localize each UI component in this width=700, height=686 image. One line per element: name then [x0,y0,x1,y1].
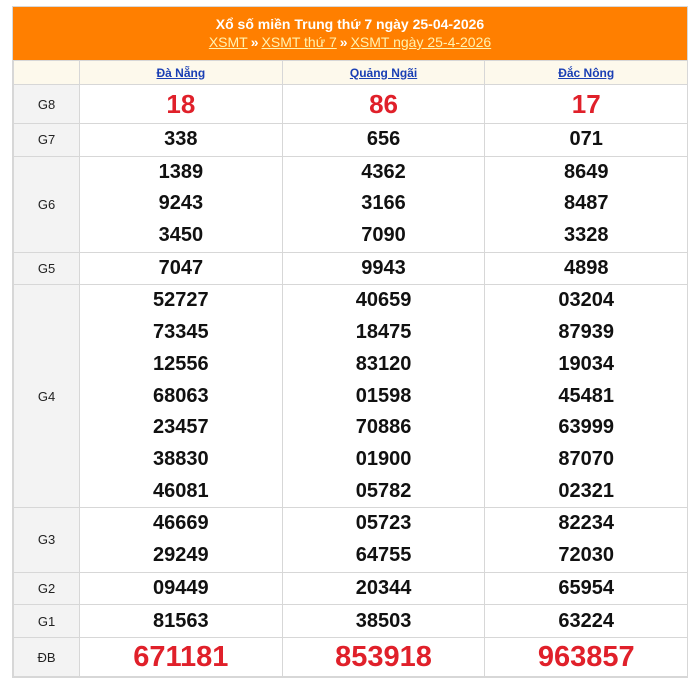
prize-number: 68063 [153,384,209,407]
prize-label: G4 [14,285,80,508]
prize-number: 87070 [558,447,615,470]
prize-row [14,605,688,638]
prize-number: 70886 [355,416,412,439]
prize-cell [282,252,485,285]
prize-number: 73345 [153,321,209,344]
prize-cell [282,508,485,572]
prize-number: 3328 [563,224,609,247]
prize-number: 4898 [563,256,609,279]
prize-cell [80,85,283,124]
prize-cell [485,252,688,285]
breadcrumb-link-xsmt[interactable]: XSMT [208,34,248,50]
province-link-quang-ngai[interactable]: Quảng Ngãi [349,65,418,80]
prize-number: 3166 [361,192,406,215]
prize-number: 1389 [158,160,204,183]
prize-number: 01598 [355,384,412,407]
corner-cell [14,61,80,85]
prize-cell [282,638,485,677]
prize-number: 02321 [558,479,615,502]
prize-cell [80,124,283,157]
prize-cell [80,572,283,605]
breadcrumb [13,34,687,51]
breadcrumb-link-xsmt-date[interactable]: XSMT ngày 25-4-2026 [350,34,492,50]
province-header-dac-nong [485,61,688,85]
prize-number: 656 [366,128,401,150]
prize-number: 963857 [537,641,635,674]
prize-cell [80,252,283,285]
results-header [13,7,687,60]
prize-row [14,285,688,508]
prize-cell [485,605,688,638]
prize-label: G1 [14,605,80,638]
prize-cell [485,85,688,124]
prize-cell [485,638,688,677]
province-link-da-nang[interactable]: Đà Nẵng [156,65,206,80]
prize-number: 87939 [558,321,615,344]
prize-number: 38830 [153,447,209,470]
prize-number: 9943 [361,256,406,279]
prize-cell [80,156,283,252]
prize-cell [485,156,688,252]
province-link-dac-nong[interactable]: Đắc Nông [558,65,615,80]
prize-row [14,252,688,285]
prize-cell [80,508,283,572]
prize-row [14,85,688,124]
prize-label: G7 [14,124,80,157]
prize-number: 671181 [133,641,229,674]
prize-number: 65954 [558,576,615,599]
prize-number: 29249 [153,543,209,566]
prize-number: 09449 [153,576,209,599]
prize-cell [485,572,688,605]
breadcrumb-separator: » [339,34,348,50]
prize-number: 63224 [558,610,615,633]
prize-number: 12556 [153,352,209,375]
prize-number: 18 [166,89,196,119]
prize-cell [282,124,485,157]
prize-cell [80,605,283,638]
prize-cell [485,285,688,508]
prize-cell [80,285,283,508]
prize-cell [80,638,283,677]
prize-number: 45481 [558,384,615,407]
prize-number: 18475 [355,321,412,344]
prize-number: 63999 [558,416,615,439]
prize-number: 46081 [153,479,209,502]
prize-number: 52727 [153,289,209,312]
table-header-row [14,61,688,85]
prize-number: 3450 [158,224,204,247]
prize-number: 4362 [361,160,406,183]
breadcrumb-separator: » [250,34,259,50]
prize-label: G5 [14,252,80,285]
prize-number: 83120 [355,352,412,375]
prize-row [14,124,688,157]
prize-number: 7047 [158,256,204,279]
prize-cell [282,85,485,124]
prize-number: 05782 [355,479,412,502]
prize-cell [282,605,485,638]
prize-label: ĐB [14,638,80,677]
prize-number: 338 [164,128,198,150]
lottery-results-panel [12,6,688,678]
prize-number: 05723 [355,512,412,535]
prize-number: 72030 [558,543,615,566]
prize-cell [282,156,485,252]
prize-number: 853918 [335,641,432,674]
prize-number: 86 [369,89,398,119]
prize-number: 7090 [361,224,406,247]
prize-number: 01900 [355,447,412,470]
prize-row [14,156,688,252]
prize-number: 23457 [153,416,209,439]
prize-row [14,638,688,677]
prize-number: 9243 [158,192,204,215]
prize-cell [282,572,485,605]
prize-number: 8487 [563,192,609,215]
prize-number: 03204 [558,289,615,312]
prize-number: 8649 [563,160,609,183]
province-header-da-nang [80,61,283,85]
prize-label: G6 [14,156,80,252]
prize-number: 17 [571,89,601,119]
prize-label: G8 [14,85,80,124]
prize-label: G3 [14,508,80,572]
prize-number: 64755 [355,543,412,566]
prize-cell [485,124,688,157]
page-title: Xổ số miền Trung thứ 7 ngày 25-04-2026 [215,16,485,32]
prize-number: 19034 [558,352,615,375]
prize-label: G2 [14,572,80,605]
prize-number: 38503 [355,610,412,633]
province-header-quang-ngai [282,61,485,85]
prize-number: 40659 [355,289,412,312]
prize-cell [485,508,688,572]
prize-number: 46669 [153,512,209,535]
results-table [13,60,688,677]
prize-number: 20344 [355,576,412,599]
prize-cell [282,285,485,508]
prize-number: 82234 [558,512,615,535]
prize-number: 071 [569,128,603,150]
prize-row [14,572,688,605]
breadcrumb-link-xsmt-thu-7[interactable]: XSMT thứ 7 [261,34,337,50]
prize-row [14,508,688,572]
prize-number: 81563 [153,610,209,633]
